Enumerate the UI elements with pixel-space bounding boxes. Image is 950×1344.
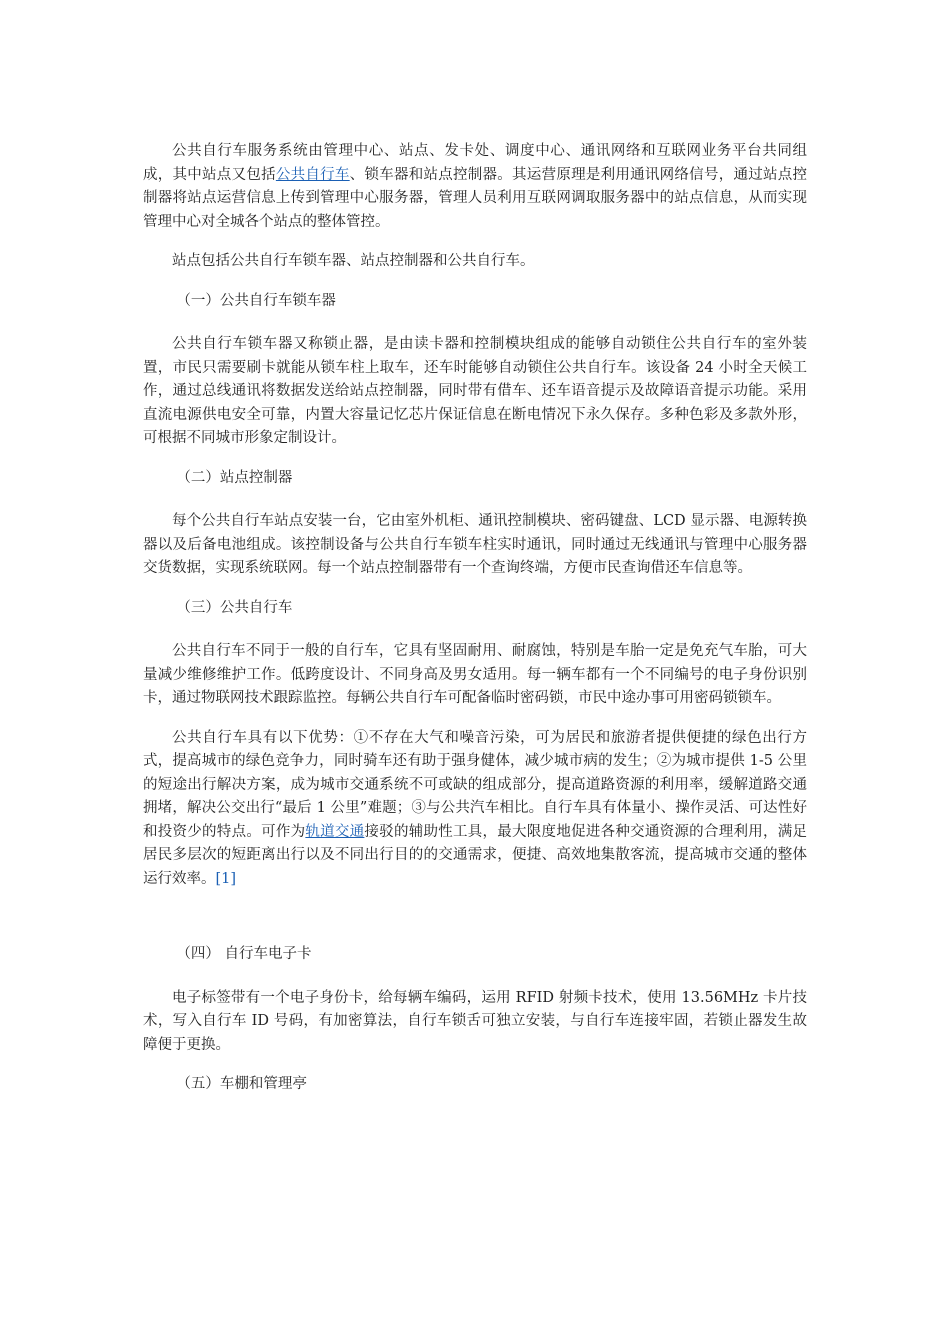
document-body xyxy=(143,140,807,1117)
paragraph-bicycle: 公共自行车不同于一般的自行车，它具有坚固耐用、耐腐蚀，特别是车胎一定是免充气车胎，可大量减少维修维护工作。低跨度设计、不同身高及男女适用。每一辆车都有一个不同编号的电子身份识别卡，通过物联网技术跟踪监控。每辆公共自行车可配备临时密码锁，市民中途办事可用密码锁锁车。 xyxy=(143,643,807,706)
section-heading-bicycle: （三）公共自行车 xyxy=(176,599,293,616)
paragraph-system-overview xyxy=(143,140,807,234)
text-segment: 公共自行车服务系统由管理中心、站点、发卡处、调度中心、通讯网络和互联网业务平台共同组成，其中站点又包括 xyxy=(143,143,807,183)
link-rail-transit[interactable]: 轨道交通 xyxy=(305,823,365,840)
paragraph-controller: 每个公共自行车站点安装一台，它由室外机柜、通讯控制模块、密码键盘、LCD 显示器、电源转换器以及后备电池组成。该控制设备与公共自行车锁车柱实时通讯，同时通过无线通讯与管理中心服务器交货数据，实现系统联网。每一个站点控制器带有一个查询终端，方便市民查询借还车信息等。 xyxy=(143,513,807,576)
text-segment: 接驳的辅助性工具，最大限度地促进各种交通资源的合理利用，满足居民多层次的短距离出行以及不同出行目的的交通需求，便捷、高效地集散客流，提高城市交通的整体运行效率。 xyxy=(143,823,807,887)
link-public-bicycle[interactable]: 公共自行车 xyxy=(275,166,350,183)
citation-link[interactable]: [1] xyxy=(215,870,237,887)
section-heading-shed: （五）车棚和管理亭 xyxy=(176,1076,307,1092)
paragraph-station-components: 站点包括公共自行车锁车器、站点控制器和公共自行车。 xyxy=(172,253,535,269)
section-heading-lock: （一）公共自行车锁车器 xyxy=(176,292,336,309)
paragraph-ecard: 电子标签带有一个电子身份卡，给每辆车编码，运用 RFID 射频卡技术，使用 13.56MHz 卡片技术，写入自行车 ID 号码，有加密算法，自行车锁舌可独立安装，与自行车连接牢固，若锁止器发生故障便于更换。 xyxy=(143,989,807,1053)
paragraph-lock: 公共自行车锁车器又称锁止器，是由读卡器和控制模块组成的能够自动锁住公共自行车的室外装置，市民只需要刷卡就能从锁车柱上取车，还车时能够自动锁住公共自行车。该设备 24 小时全天候工作，通过总线通讯将数据发送给站点控制器，同时带有借车、还车语音提示及故障语音提示功能。采用直流电源供电安全可靠，内置大容量记忆芯片保证信息在断电情况下永久保存。多种色彩及多款外形，可根据不同城市形象定制设计。 xyxy=(143,336,807,446)
section-heading-ecard: （四） 自行车电子卡 xyxy=(176,946,312,962)
text-segment: 、锁车器和站点控制器。其运营原理是利用通讯网络信号，通过站点控制器将站点运营信息上传到管理中心服务器，管理人员利用互联网调取服务器中的站点信息，从而实现管理中心对全城各个站点的整体管控。 xyxy=(143,166,808,230)
text-segment: 公共自行车具有以下优势：①不存在大气和噪音污染，可为居民和旅游者提供便捷的绿色出行方式，提高城市的绿色竞争力，同时骑车还有助于强身健体，减少城市病的发生；②为城市提供 1-5 公里的短途出行解决方案，成为城市交通系统不可或缺的组成部分，提高道路资源的利用率，缓解道路交通拥堵，解决公交出行“最后 1 公里”难题；③与公共汽车相比。自行车具有体量小、操作灵活、可达性好和投资少的特点。可作为 xyxy=(143,729,807,840)
paragraph-advantages xyxy=(143,727,807,892)
section-heading-controller: （二）站点控制器 xyxy=(176,469,293,486)
